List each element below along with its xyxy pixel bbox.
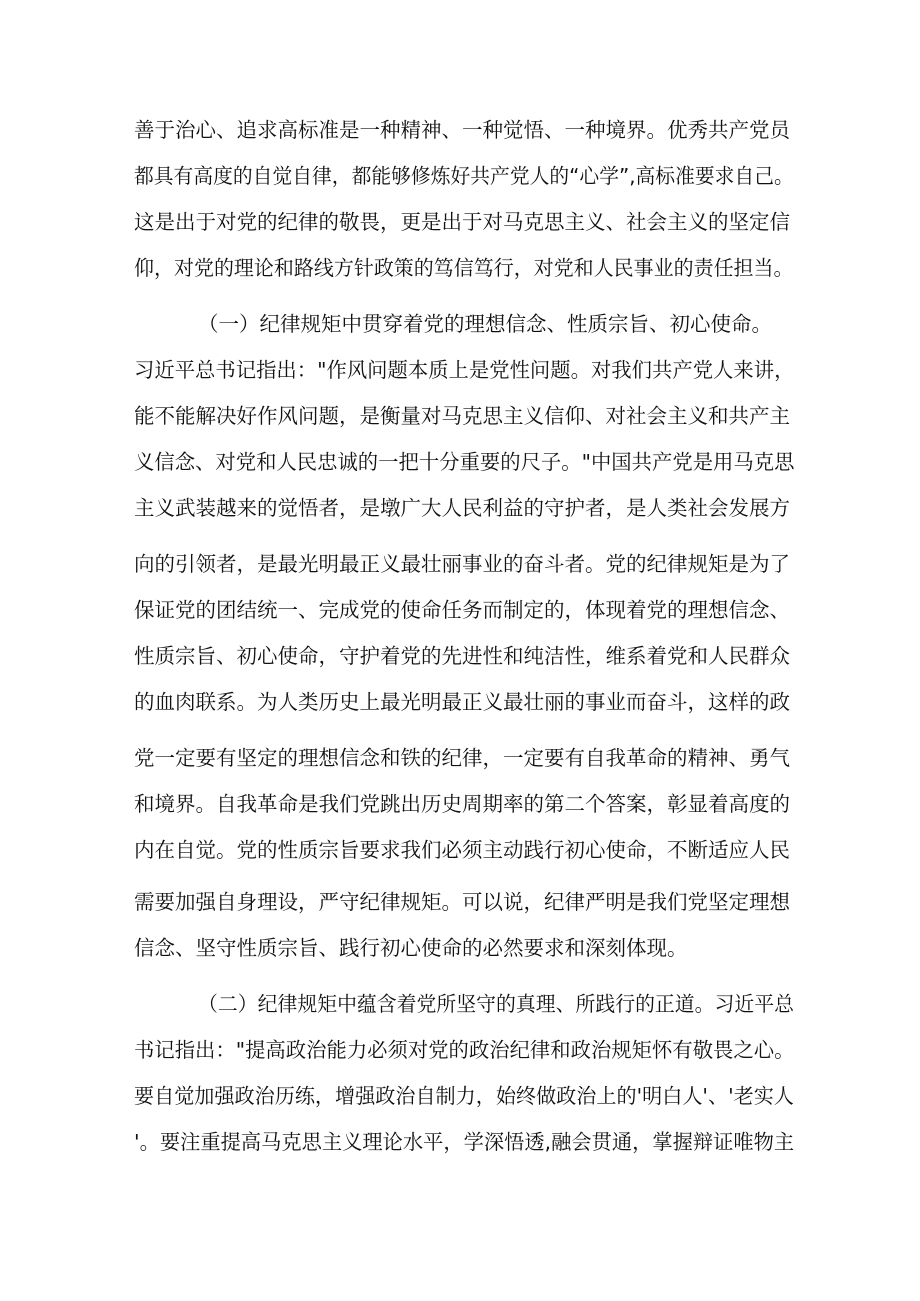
text-line: 信念、坚守性质宗旨、践行初心使命的必然要求和深刻体现。 — [134, 936, 688, 960]
text-line: 仰，对党的理论和路线方针政策的笃信笃行，对党和人民事业的责任担当。 — [134, 256, 794, 280]
text-line: 向的引领者，是最光明最正义最壮丽事业的奋斗者。党的纪律规矩是为了 — [134, 552, 790, 576]
text-line: '。要注重提高马克思主义理论水平，学深悟透,融会贯通，掌握辩证唯物主 — [134, 1130, 795, 1154]
text-line: 义信念、对党和人民忠诚的一把十分重要的尺子。"中国共产党是用马克思 — [134, 450, 795, 474]
text-line: 善于治心、追求高标准是一种精神、一种觉悟、一种境界。优秀共产党员 — [134, 118, 790, 142]
text-line: 性质宗旨、初心使命，守护着党的先进性和纯洁性，维系着党和人民群众 — [134, 644, 790, 668]
section-heading-2: （二）纪律规矩中蕴含着党所坚守的真理、所践行的正道。习近平总 — [198, 992, 794, 1016]
text-line: 保证党的团结统一、完成党的使命任务而制定的，体现着党的理想信念、 — [134, 598, 790, 622]
text-line: 这是出于对党的纪律的敬畏，更是出于对马克思主义、社会主义的坚定信 — [134, 210, 790, 234]
text-line: 书记指出："提高政治能力必须对党的政治纪律和政治规矩怀有敬畏之心。 — [134, 1038, 795, 1062]
text-line: 需要加强自身理设，严守纪律规矩。可以说，纪律严明是我们党坚定理想 — [134, 890, 790, 914]
text-line: 的血肉联系。为人类历史上最光明最正义最壮丽的事业而奋斗，这样的政 — [134, 690, 790, 714]
text-line: 内在自觉。党的性质宗旨要求我们必须主动践行初心使命，不断适应人民 — [134, 838, 790, 862]
text-line: 党一定要有坚定的理想信念和铁的纪律，一定要有自我革命的精神、勇气 — [134, 746, 790, 770]
text-line: 和境界。自我革命是我们党跳出历史周期率的第二个答案，彰显着高度的 — [134, 792, 790, 816]
text-line: 能不能解决好作风问题，是衡量对马克思主义信仰、对社会主义和共产主 — [134, 404, 790, 428]
text-line: 主义武装越来的觉悟者，是墩广大人民利益的守护者，是人类社会发展方 — [134, 496, 790, 520]
section-heading-1: （一）纪律规矩中贯穿着党的理想信念、性质宗旨、初心使命。 — [198, 312, 772, 336]
text-line: 习近平总书记指出："作风问题本质上是党性问题。对我们共产党人来讲， — [134, 358, 795, 382]
text-line: 都具有高度的自觉自律，都能够修炼好共产党人的“心学”,高标准要求自己。 — [134, 164, 794, 188]
text-line: 要自觉加强政治历练，增强政治自制力，始终做政治上的'明白人'、'老实人 — [134, 1084, 794, 1108]
